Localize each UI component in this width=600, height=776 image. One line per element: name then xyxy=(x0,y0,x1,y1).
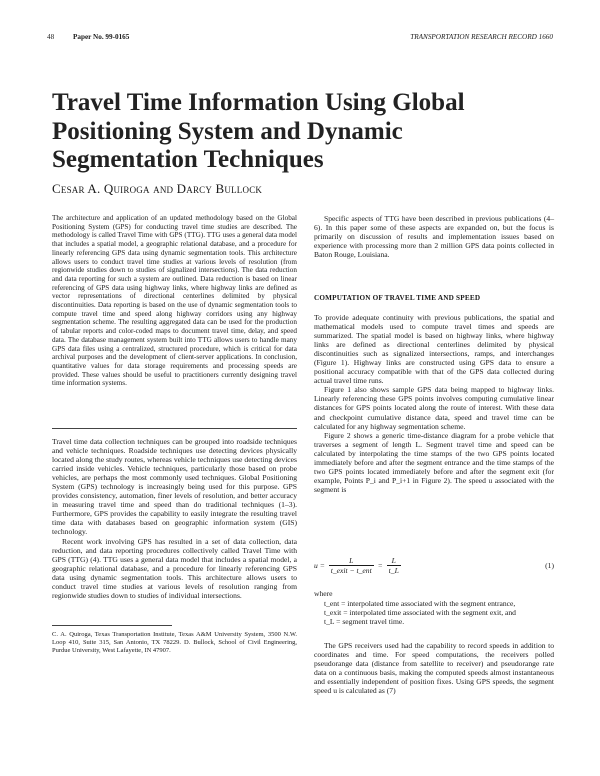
page-number: 48 xyxy=(47,33,55,41)
equation-equals: = xyxy=(377,561,383,570)
equation-definitions xyxy=(314,589,554,626)
section-heading: COMPUTATION OF TRAVEL TIME AND SPEED xyxy=(314,294,481,302)
author-line: Cesar A. Quiroga and Darcy Bullock xyxy=(52,181,263,196)
footnote-divider xyxy=(52,625,172,626)
fraction-numerator: L xyxy=(329,556,374,566)
equation-expression xyxy=(314,556,403,575)
paper-title: Travel Time Information Using Global Positioning System and Dynamic Segmentation Techniques xyxy=(52,89,465,173)
where-label: where xyxy=(314,589,333,598)
body-paragraph: To provide adequate continuity with previous publications, the spatial and mathematical models used to compute travel times and speeds are summarized. The spatial model is based on highway links, where highway links are defined as directional centerlines delimited by physical discontinuities such as signalized intersections, ramps, and interchanges (Figure 1). Highway links are constructed using GPS data to ensure a positional accuracy compatible with that of the GPS data collected during actual travel time runs. xyxy=(314,313,554,386)
fraction-numerator: L xyxy=(387,556,401,566)
definition-item: t_exit = interpolated time associated with the segment exit, and xyxy=(324,608,516,618)
body-paragraph: Specific aspects of TTG have been described in previous publications (4–6). In this paper some of these aspects are expanded on, but the focus is primarily on discussion of results and implementation issues based on experience with processing more than 2 million GPS data points collected in Baton Rouge, Louisiana. xyxy=(314,214,554,260)
author-affiliation-footnote: C. A. Quiroga, Texas Transportation Institute, Texas A&M University System, 3500 N.W. Loop 410, Suite 315, San Antonio, TX 78229. D. Bullock, School of Civil Engineering, Purdue University, West Lafayette, IN 47907. xyxy=(52,631,297,654)
intro-paragraph: Travel time data collection techniques can be grouped into roadside techniques and vehicle techniques. Roadside techniques use detecting devices physically located along the study routes, whereas vehicle techniques use detecting devices carried inside vehicles. Vehicle techniques, particularly those based on probe vehicles, are perhaps the most commonly used techniques. Global Positioning System (GPS) technology is increasingly being used for this purpose. GPS provides consistency, automation, finer levels of resolution, and better accuracy in measuring travel time and speed than do traditional techniques (1–3). Furthermore, GPS provides the capability to easily integrate the resulting travel time data with databases based on geographic information system (GIS) technology. xyxy=(52,437,297,537)
body-paragraph: Figure 1 also shows sample GPS data being mapped to highway links. Linearly referencing these GPS points involves computing cumulative linear distances for GPS points located along the route of interest. With these data and checkpoint cumulative distance data, speed and travel time can be calculated for any highway segmentation scheme. xyxy=(314,385,554,431)
fraction xyxy=(387,556,401,575)
abstract: The architecture and application of an updated methodology based on the Global Positioning System (GPS) for conducting travel time studies are described. The methodology is called Travel Time with GPS (TTG). TTG uses a general data model that includes a spatial model, a geographic relational database, and a procedure for linearly referencing GPS data using dynamic segmentation tools. This architecture allows users to conduct travel time studies at various levels of resolution (from regionwide studies down to studies of signalized intersections). The data reduction and data reporting for such a system are outlined. Data reduction is based on linear referencing of GPS data using highway links, where highway links are defined as vector representations of directional centerlines delimited by physical discontinuities. Data reporting is based on the use of dynamic segmentation tools to compute travel time and speed along highway corridors using any highway segmentation scheme. The resulting aggregated data can be used for the production of tabular reports and color-coded maps to document travel time, delay, and speed data. The database management system built into TTG allows users to handle many GPS data files using a centralized, structured procedure, which is critical for data archival purposes and the development of client-server applications. In conclusion, quantitative values for data storage requirements and processing speeds are provided. These values should be useful to practitioners currently designing travel time information systems. xyxy=(52,214,297,388)
definition-item: t_ent = interpolated time associated with the segment entrance, xyxy=(324,599,516,609)
abstract-divider xyxy=(52,428,297,429)
fraction xyxy=(329,556,374,575)
body-paragraph: The GPS receivers used had the capability to record speeds in addition to coordinates and time. For speed computations, the receivers polled pseudorange data (distance from satellite to receiver) and pseudorange rate data on a continuous basis, making the computed speeds almost instantaneous and essentially independent of position fixes. Using GPS speeds, the segment speed u is calculated as (7) xyxy=(314,641,554,696)
paper-number: Paper No. 99-0165 xyxy=(73,33,130,41)
gps-speed-paragraph xyxy=(314,641,554,695)
fraction-denominator: t_L xyxy=(388,566,399,575)
introduction xyxy=(52,437,297,600)
definition-item: t_L = segment travel time. xyxy=(324,617,405,627)
section-body xyxy=(314,313,554,494)
intro-paragraph: Recent work involving GPS has resulted in a set of data collection, data reduction, and data reporting procedures collectively called Travel Time with GPS (TTG) (4). TTG uses a general data model that includes a spatial model, a geographic relational database, and a procedure for linearly referencing GPS data using dynamic segmentation tools. This architecture allows users to conduct travel time studies at various levels of resolution ranging from regionwide studies down to studies of individual intersections. xyxy=(52,536,297,600)
equation-1 xyxy=(314,553,554,577)
right-intro xyxy=(314,214,554,259)
fraction-denominator: t_exit − t_ent xyxy=(330,566,372,575)
equation-number: (1) xyxy=(545,561,554,570)
journal-name: TRANSPORTATION RESEARCH RECORD 1660 xyxy=(410,33,553,41)
body-paragraph: Figure 2 shows a generic time-distance diagram for a probe vehicle that traverses a segment of length L. Segment travel time and speed can be calculated by interpolating the time stamps of the two GPS points located immediately before and after the segment entrance and the time stamps of the two GPS points located immediately before and after the segment exit (for example, Points P_i and P_i+1 in Figure 2). The speed u associated with the segment is xyxy=(314,430,554,494)
running-header xyxy=(47,33,553,45)
equation-lhs: u = xyxy=(314,561,325,570)
